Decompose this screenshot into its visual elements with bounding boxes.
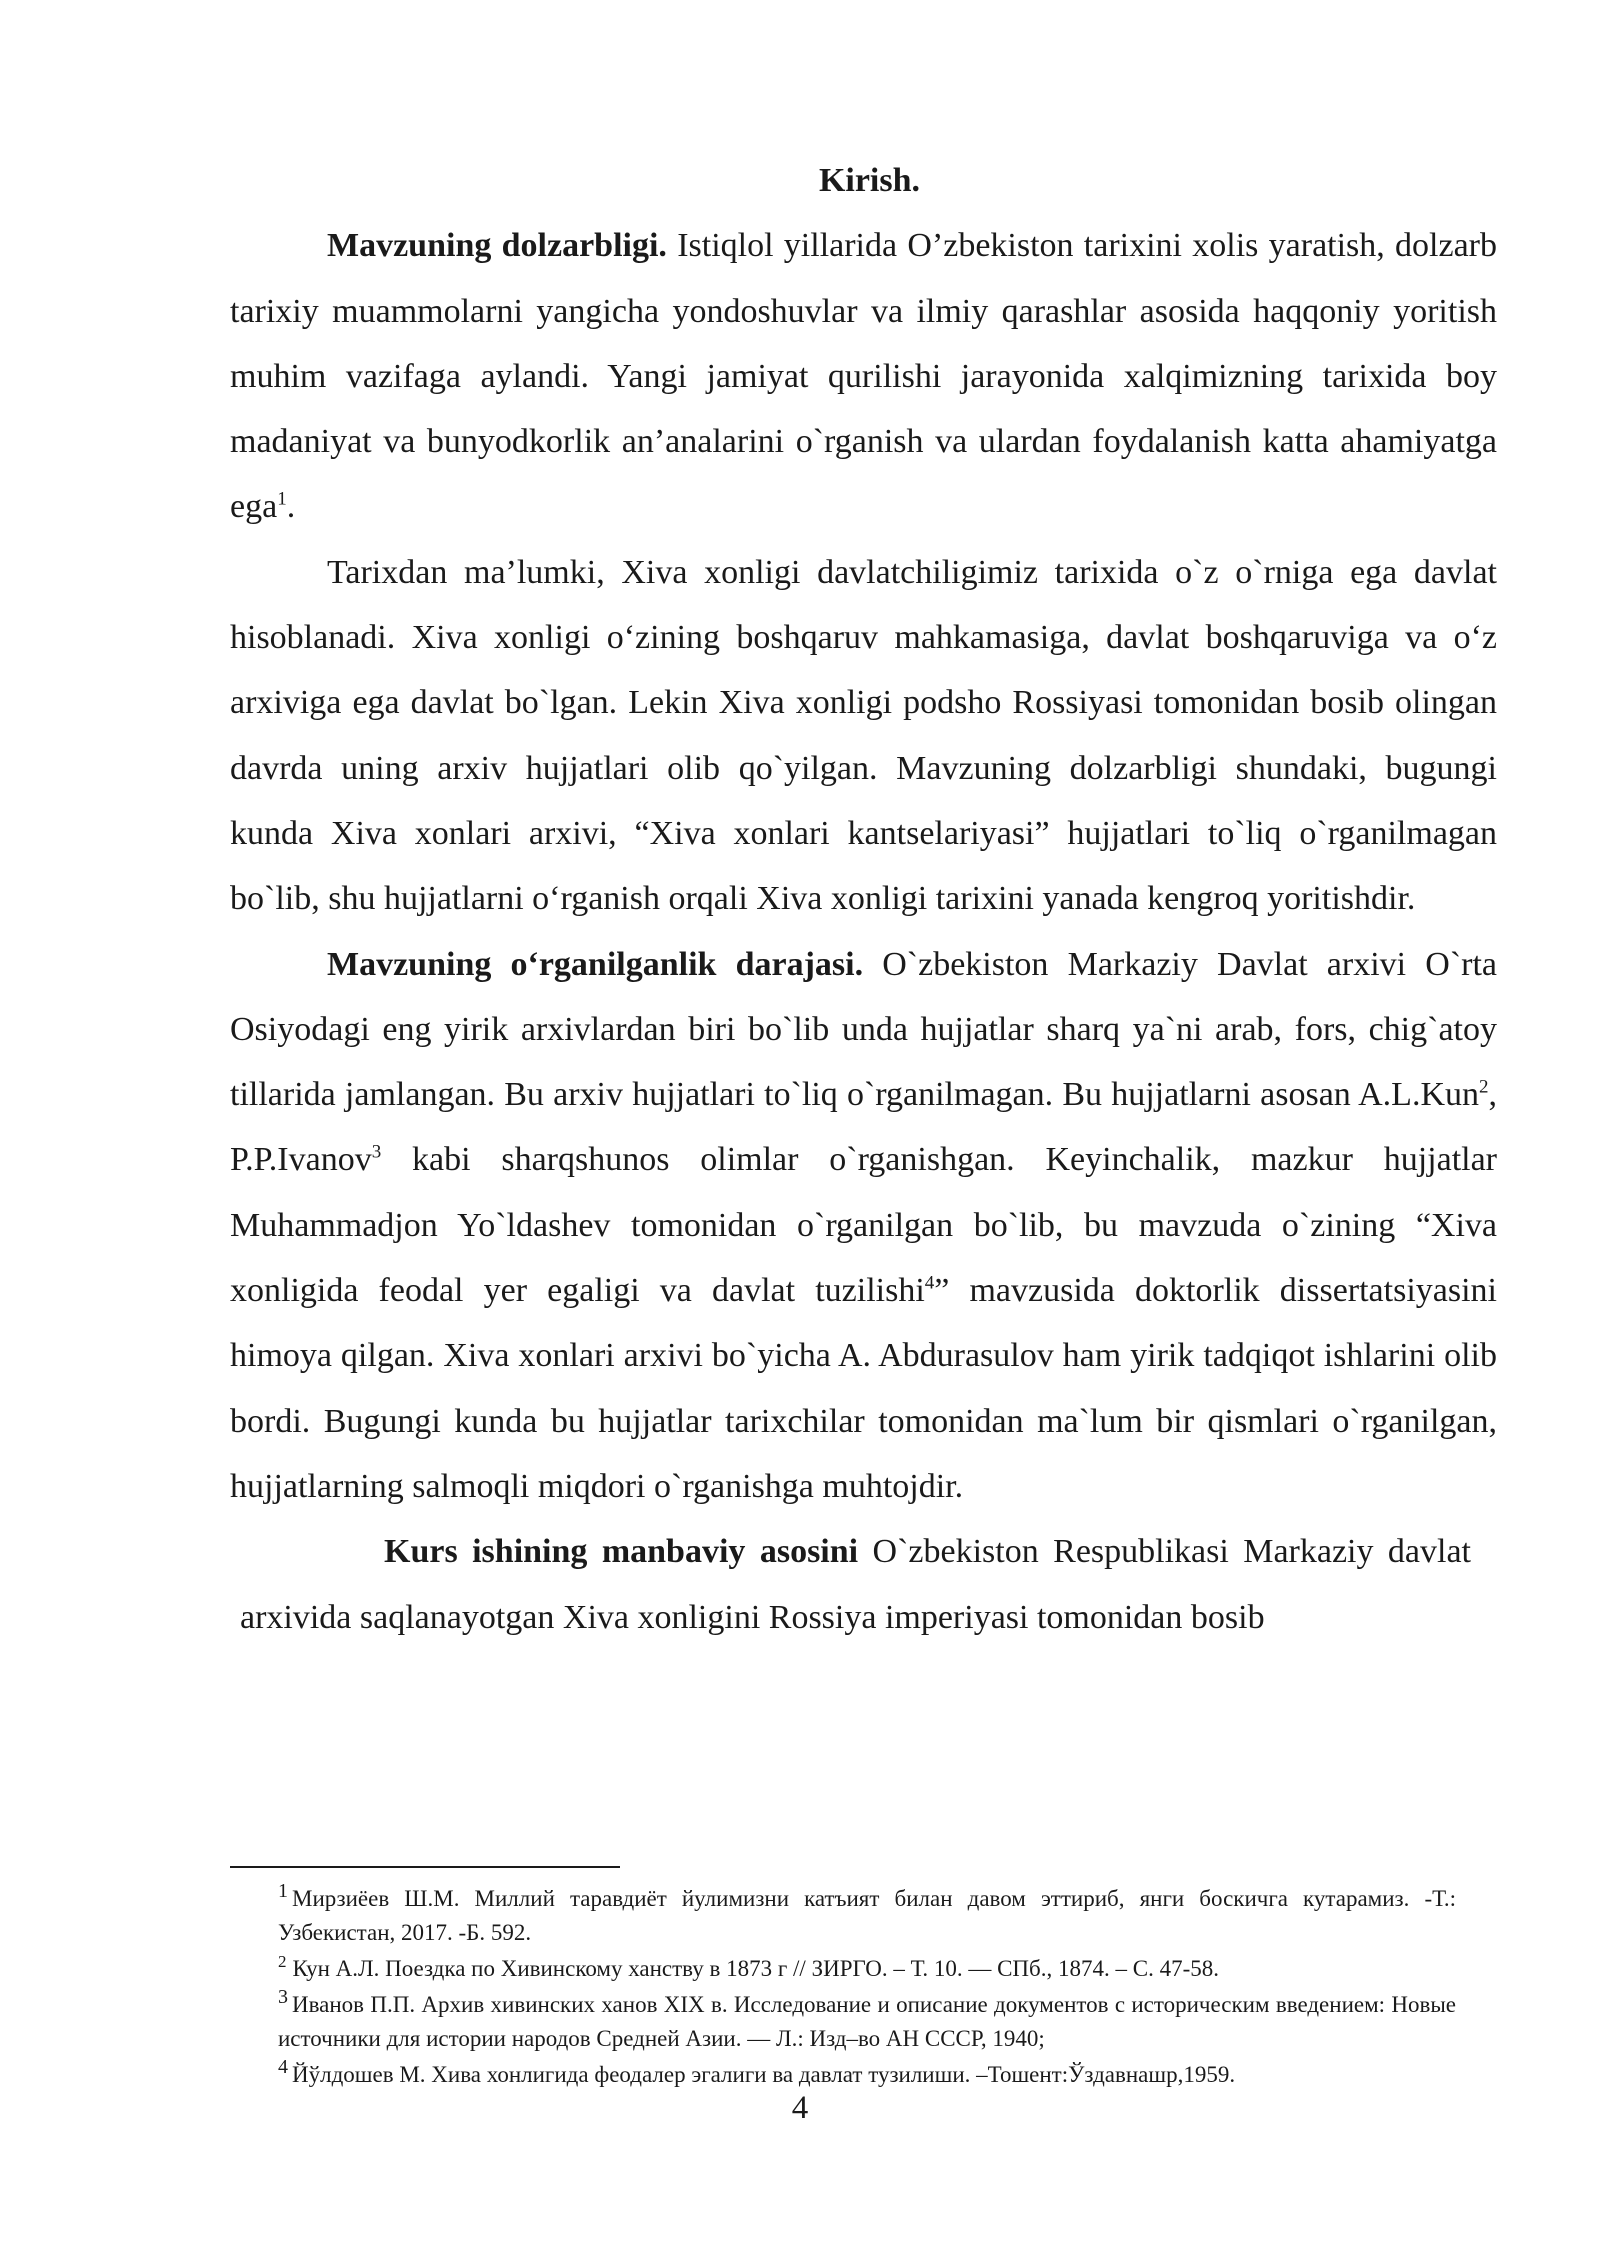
paragraph-khanate: Tarixdan ma’lumki, Xiva xonligi davlatchiligimiz tarixida o`z o`rniga ega davlat hisoblanadi. Xiva xonligi o‘zining boshqaruv mahkamasiga, davlat boshqaruviga va o‘z arxiviga ega davlat bo`lgan. Lekin Xiva xonligi podsho Rossiyasi tomonidan bosib olingan davrda uning arxiv hujjatlari olib qo`yilgan. Mavzuning dolzarbligi shundaki, bugungi kunda Xiva xonlari arxivi, “Xiva xonlari kantselariyasi” hujjatlari to`liq o`rganilmagan bo`lib, shu hujjatlarni o‘rganish orqali Xiva xonligi tarixini yanada kengroq yoritishdir.: [230, 553, 1497, 918]
paragraph-lead: Mavzuning dolzarbligi.: [327, 227, 667, 265]
paragraph-lead: Mavzuning o‘rganilganlik darajasi.: [327, 945, 864, 983]
footnote-1: [278, 1882, 1456, 1950]
paragraph-text: ” mavzusida doktorlik dissertatsiyasini himoya qilgan. Xiva xonlari arxivi bo`yicha A. Abdurasulov ham yirik tadqiqot ishlarini olib bordi. Bugungi kunda bu hujjatlar tarixchilar tomonidan ma`lum bir qismlari o`rganilgan, hujjatlarning salmoqli miqdori o`rganishga muhtojdir.: [230, 1272, 1497, 1505]
paragraph-text: kabi sharqshunos olimlar o`rganishgan. Keyinchalik, mazkur hujjatlar Muhammadjon Yo`ldashev tomonidan o`rganilgan bo`lib, bu mavzuda o`zining “Xiva xonligida feodal yer egaligi va davlat tuzilishi: [230, 1141, 1497, 1310]
footnote-4: [278, 2058, 1456, 2092]
paragraph-text: , P.P.Ivanov: [230, 1076, 1497, 1179]
footnote-text: Иванов П.П. Архив хивинских ханов XIX в. Исследование и описание документов с историческим введением: Новые источники для истории народов Средней Азии. — Л.: Изд–во АН СССР, 1940;: [278, 1992, 1456, 2051]
footnote-number: 1: [278, 1880, 288, 1902]
paragraph-relevance: [230, 213, 1497, 539]
footnote-2: [278, 1952, 1456, 1986]
footnote-number: 2: [278, 1952, 287, 1972]
footnote-number: 3: [278, 1986, 288, 2008]
body-text: [230, 148, 1497, 1650]
paragraph-text: .: [286, 488, 296, 526]
footnote-ref[interactable]: 1: [277, 489, 287, 511]
paragraph-study-degree: [230, 932, 1497, 1520]
footnote-text: Кун А.Л. Поездка по Хивинскому ханству в 1873 г // ЗИРГО. – Т. 10. — СПб., 1874. – С. 47-58.: [292, 1956, 1219, 1981]
paragraph-text: O`zbekiston Markaziy Davlat arxivi O`rta Osiyodagi eng yirik arxivlardan biri bo`lib unda hujjatlar sharq ya`ni arab, fors, chig`atoy tillarida jamlangan. Bu arxiv hujjatlari to`liq o`rganilmagan. Bu hujjatlarni asosan A.L.Kun: [230, 945, 1497, 1114]
section-heading: Kirish.: [818, 162, 921, 199]
footnote-text: Мирзиёев Ш.М. Миллий таравдиёт йулимизни катъият билан давом эттириб, янги боскичга кутарамиз. -Т.: Узбекистан, 2017. -Б. 592.: [278, 1886, 1456, 1945]
footnote-ref[interactable]: 4: [924, 1272, 935, 1294]
footnote-text: Йўлдошев М. Хива хонлигида феодалер эгалиги ва давлат тузилиши. –Тошент:Ўздавнашр,1959.: [292, 2062, 1236, 2087]
paragraph-text: Istiqlol yillarida O’zbekiston tarixini xolis yaratish, dolzarb tarixiy muammolarni yangicha yondoshuvlar va ilmiy qarashlar asosida haqqoniy yoritish muhim vazifaga aylandi. Yangi jamiyat qurilishi jarayonida xalqimizning tarixida boy madaniyat va bunyodkorlik an’analarini o`rganish va ulardan foydalanish katta ahamiyatga ega: [230, 227, 1498, 526]
footnote-number: 4: [278, 2056, 288, 2078]
footnote-3: [278, 1988, 1456, 2056]
footnote-separator: [230, 1866, 620, 1868]
paragraph-lead: Kurs ishining manbaviy asosini: [384, 1533, 859, 1571]
footnote-ref[interactable]: 2: [1479, 1076, 1489, 1098]
page-number: 4: [791, 2090, 809, 2126]
footnotes: [278, 1882, 1456, 2094]
paragraph-sources: [230, 1519, 1497, 1650]
footnote-ref[interactable]: 3: [371, 1142, 382, 1164]
paragraph-text: O`zbekiston Respublikasi Markaziy davlat arxivida saqlanayotgan Xiva xonligini Rossiya imperiyasi tomonidan bosib: [240, 1533, 1471, 1636]
